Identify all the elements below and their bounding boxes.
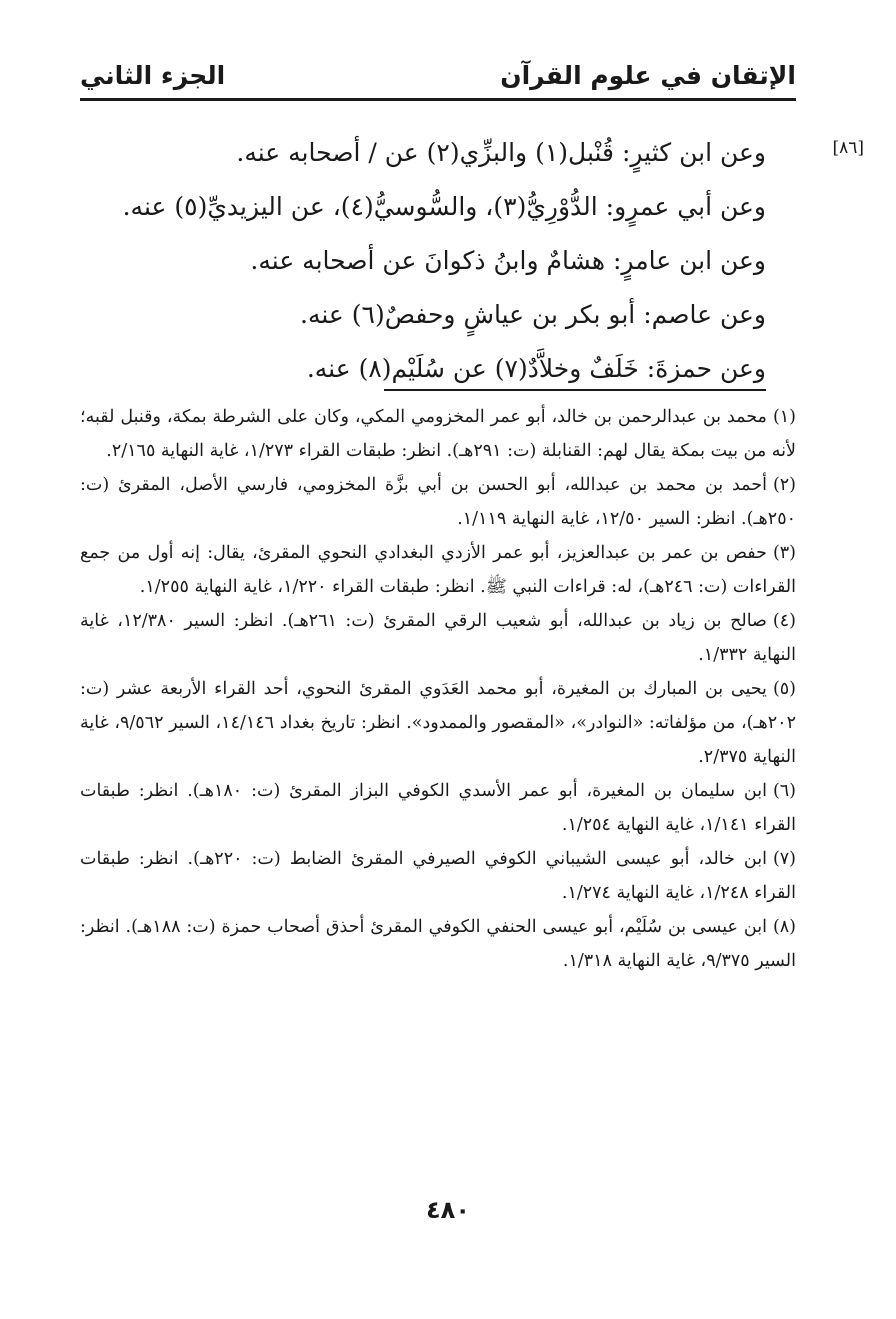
main-line: وعن حمزةَ: خَلَفٌ وخلاَّدٌ(٧) عن سُلَيْم(٨) عنه. (306, 354, 766, 383)
footnote-label: (٧) (772, 849, 796, 869)
footnote (80, 910, 796, 978)
footnote (80, 536, 796, 604)
main-text (122, 126, 766, 396)
footnote-text: يحيى بن المبارك بن المغيرة، أبو محمد العَدَوي المقرئ النحوي، أحد القراء الأربعة عشر (ت: ٢٠٢هـ)، من مؤلفاته: «النوادر»، «المقصور والممدود». انظر: تاريخ بغداد ١٤/١٤٦، السير ٩/٥٦٢، غاية النهاية ٢/٣٧٥. (80, 679, 796, 767)
footnote-text: صالح بن زياد بن عبدالله، أبو شعيب الرقي المقرئ (ت: ٢٦١هـ). انظر: السير ١٢/٣٨٠، غاية النهاية ١/٣٣٢. (80, 611, 796, 665)
footnote-text: ابن عيسى بن سُلَيْم، أبو عيسى الحنفي الكوفي المقرئ أحذق أصحاب حمزة (ت: ١٨٨هـ). انظر: السير ٩/٣٧٥، غاية النهاية ١/٣١٨. (80, 917, 796, 971)
header-rule (80, 98, 796, 101)
footnote-text: ابن سليمان بن المغيرة، أبو عمر الأسدي الكوفي البزاز المقرئ (ت: ١٨٠هـ). انظر: طبقات القراء ١/١٤١، غاية النهاية ١/٢٥٤. (80, 781, 796, 835)
footnote-label: (٥) (772, 679, 796, 699)
page-number: ٤٨٠ (426, 1196, 470, 1224)
footnote-text: حفص بن عمر بن عبدالعزيز، أبو عمر الأزدي البغدادي النحوي المقرئ، يقال: إنه أول من جمع القراءات (ت: ٢٤٦هـ)، له: قراءات النبي ﷺ. انظر: طبقات القراء ١/٢٢٠، غاية النهاية ١/٢٥٥. (80, 543, 796, 597)
footnote (80, 604, 796, 672)
running-header (80, 52, 796, 98)
book-title: الإتقان في علوم القرآن (500, 60, 796, 90)
footnote-label: (٦) (772, 781, 796, 801)
footnote-label: (٢) (772, 475, 796, 495)
footnote-label: (٤) (772, 611, 796, 631)
footnote (80, 842, 796, 910)
footnote-separator (384, 389, 766, 391)
volume-label: الجزء الثاني (80, 60, 226, 90)
footnote (80, 400, 796, 468)
footnotes (80, 400, 796, 978)
footnote (80, 774, 796, 842)
footnote (80, 468, 796, 536)
footnote-text: محمد بن عبدالرحمن بن خالد، أبو عمر المخزومي المكي، وكان على الشرطة بمكة، وقنبل لقبه؛ لأنه من بيت بمكة يقال لهم: القنابلة (ت: ٢٩١هـ). انظر: طبقات القراء ١/٢٧٣، غاية النهاية ٢/١٦٥. (80, 407, 796, 461)
main-line: وعن ابن كثيرٍ: قُنْبل(١) والبزِّي(٢) عن / أصحابه عنه. (236, 138, 766, 167)
footnote-label: (٣) (772, 543, 796, 563)
margin-reference: [٨٦] (832, 138, 864, 158)
footnote-text: أحمد بن محمد بن عبدالله، أبو الحسن بن أبي بزَّة المخزومي، فارسي الأصل، المقرئ (ت: ٢٥٠هـ). انظر: السير ١٢/٥٠، غاية النهاية ١/١١٩. (80, 475, 796, 529)
footnote (80, 672, 796, 774)
main-line: وعن ابن عامرٍ: هشامٌ وابنُ ذكوانَ عن أصحابه عنه. (250, 246, 766, 275)
footnote-text: ابن خالد، أبو عيسى الشيباني الكوفي الصيرفي المقرئ الضابط (ت: ٢٢٠هـ). انظر: طبقات القراء ١/٢٤٨، غاية النهاية ١/٢٧٤. (80, 849, 796, 903)
footnote-label: (٨) (772, 917, 796, 937)
footnote-label: (١) (772, 407, 796, 427)
main-line: وعن أبي عمرٍو: الدُّوْرِيُّ(٣)، والسُّوسيُّ(٤)، عن اليزيديِّ(٥) عنه. (122, 192, 766, 221)
main-line: وعن عاصم: أبو بكر بن عياشٍ وحفصٌ(٦) عنه. (300, 300, 766, 329)
